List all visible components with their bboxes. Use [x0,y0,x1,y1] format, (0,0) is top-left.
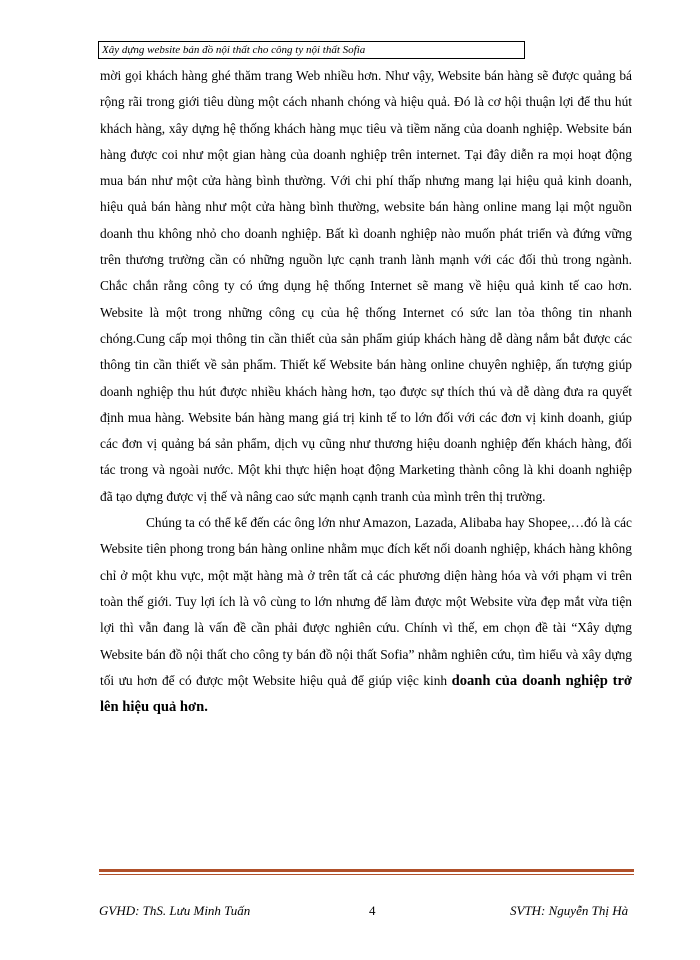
footer-rule-thin [99,874,634,875]
footer-rule-thick [99,869,634,872]
paragraph-2-bold-text: doanh của doanh nghiệp trở lên hiệu quả hơn. [100,672,633,716]
page-number: 4 [369,903,376,918]
paragraph-2-text: Chúng ta có thể kể đến các ông lớn như Amazon, Lazada, Alibaba hay Shopee,…đó là các Website tiên phong trong bán hàng online nhằm mục đích kết nối doanh nghiệp, khách hàng không chỉ ở một khu vực, một mặt hàng mà ở trên tất cả các phương diện hàng hóa và với phạm vi trên toàn thế giới. Tuy lợi ích là vô cùng to lớn nhưng để làm được một Website vừa đẹp mắt vừa tiện lợi thì vẫn đang là vấn đề cần phải được nghiên cứu. Chính vì thế, em chọn đề tài “Xây dựng Website bán đồ nội thất cho công ty bán đồ nội thất Sofia” nhằm nghiên cứu, tìm hiểu và xây dựng tối ưu hơn để có được một Website hiệu quả để giúp việc kinh [100,515,632,688]
running-header [98,41,525,59]
body-paragraph-2 [100,510,632,720]
header-title: Xây dựng website bán đồ nội thất cho công ty nội thất Sofia [102,44,366,56]
body-paragraph-1: mời gọi khách hàng ghé thăm trang Web nhiều hơn. Như vậy, Website bán hàng sẽ được quảng bá rộng rãi trong giới tiêu dùng một cách nhanh chóng và hiệu quả. Đó là cơ hội thuận lợi để thu hút khách hàng, xây dựng hệ thống khách hàng mục tiêu và tiềm năng của doanh nghiệp. Website bán hàng được coi như một gian hàng của doanh nghiệp trên internet. Tại đây diễn ra mọi hoạt động mua bán như một cửa hàng bình thường. Với chi phí thấp nhưng mang lại hiệu quả kinh doanh, hiệu quả bán hàng như một cửa hàng bình thường, website bán hàng online mang lại một nguồn doanh thu không nhỏ cho doanh nghiệp. Bất kì doanh nghiệp nào muốn phát triển và đứng vững trên thương trường cần có những nguồn lực cạnh tranh lành mạnh với các đối thủ trong ngành. Chắc chắn rằng công ty có ứng dụng hệ thống Internet sẽ mang về hiệu quả kinh tế cao hơn. Website là một trong những công cụ của hệ thống Internet có sức lan tỏa thông tin nhanh chóng.Cung cấp mọi thông tin cần thiết của sản phẩm giúp khách hàng dễ dàng nắm bắt được các thông tin cần thiết về sản phẩm. Thiết kế Website bán hàng online chuyên nghiệp, ấn tượng giúp doanh nghiệp thu hút được nhiều khách hàng hơn, tạo được sự thích thú và dễ dàng đưa ra quyết định mua hàng. Website bán hàng mang giá trị kinh tế to lớn đối với các đơn vị kinh doanh, giúp các đơn vị quảng bá sản phẩm, dịch vụ cũng như thương hiệu doanh nghiệp đến khách hàng, đối tác trong và ngoài nước. Một khi thực hiện hoạt động Marketing thành công là khi doanh nghiệp đã tạo dựng được vị thế và nâng cao sức mạnh cạnh tranh của mình trên thị trường. [100,68,632,504]
footer-student: SVTH: Nguyễn Thị Hà [510,903,629,918]
main-body [100,63,632,720]
footer-advisor: GVHD: ThS. Lưu Minh Tuấn [99,903,251,918]
